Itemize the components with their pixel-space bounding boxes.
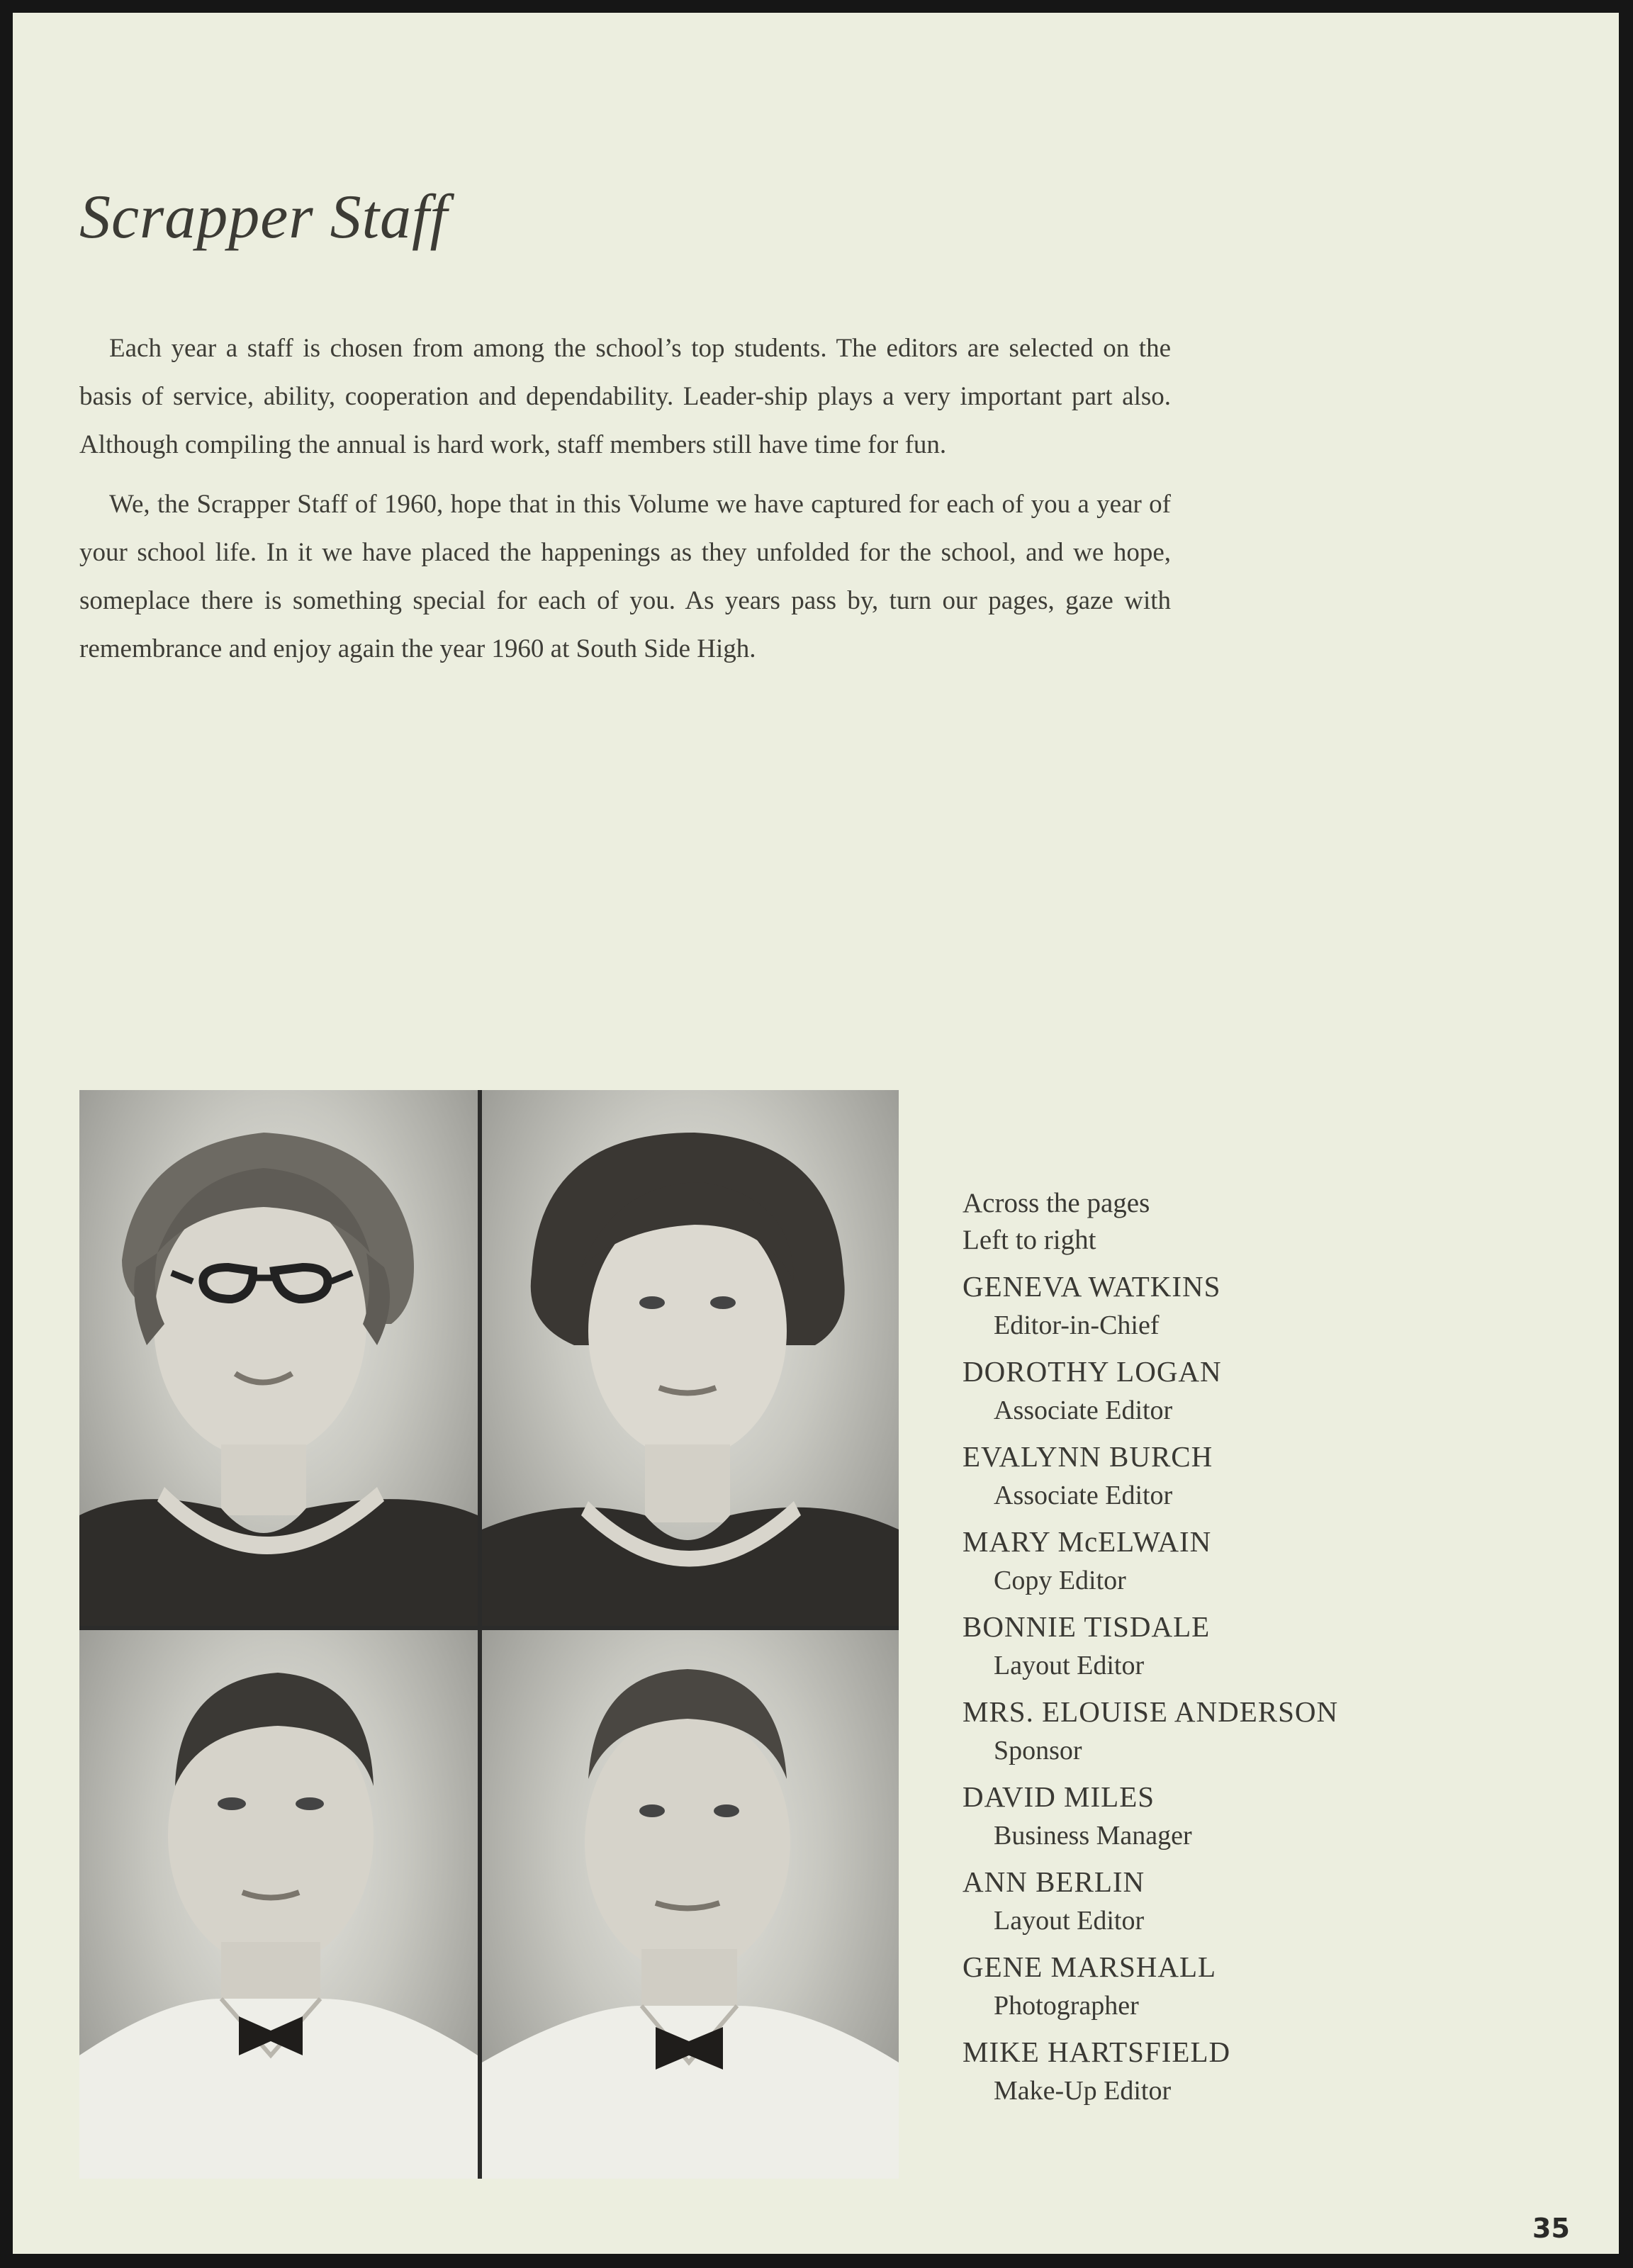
portrait-man-bowtie-icon xyxy=(79,1630,478,2179)
staff-photo-grid xyxy=(79,1090,899,2179)
member-name: DOROTHY LOGAN xyxy=(963,1355,1222,1388)
member-role: Photographer xyxy=(994,1991,1139,2021)
member-role: Sponsor xyxy=(994,1736,1082,1765)
yearbook-page xyxy=(13,13,1619,2254)
member-name: MARY McELWAIN xyxy=(963,1525,1212,1558)
member-name: GENEVA WATKINS xyxy=(963,1270,1221,1303)
roster-entry xyxy=(963,1521,1459,1599)
member-name: EVALYNN BURCH xyxy=(963,1440,1213,1473)
roster-entry xyxy=(963,1266,1459,1344)
portrait-man-bowtie-icon xyxy=(482,1630,899,2179)
member-role: Layout Editor xyxy=(994,1906,1145,1936)
member-role: Associate Editor xyxy=(994,1396,1173,1425)
page-number: 35 xyxy=(1532,2213,1570,2244)
member-role: Layout Editor xyxy=(994,1651,1145,1680)
member-name: BONNIE TISDALE xyxy=(963,1610,1211,1643)
intro-paragraph-1: Each year a staff is chosen from among the school’s top students. The editors are selected on the basis of service, ability, cooperation and dependability. Leader-ship plays a very important part also. Although compiling the annual is hard work, staff members still have time for fun. xyxy=(79,334,1171,459)
member-role: Make-Up Editor xyxy=(994,2076,1172,2106)
member-name: MRS. ELOUISE ANDERSON xyxy=(963,1695,1339,1728)
staff-photo-2 xyxy=(482,1090,899,1626)
roster-entry xyxy=(963,1606,1459,1684)
member-name: ANN BERLIN xyxy=(963,1865,1145,1898)
member-name: MIKE HARTSFIELD xyxy=(963,2036,1231,2068)
roster-entry xyxy=(963,2031,1459,2109)
portrait-woman-icon xyxy=(482,1090,899,1626)
member-role: Copy Editor xyxy=(994,1566,1126,1595)
roster-entry xyxy=(963,1776,1459,1854)
portrait-woman-glasses-icon xyxy=(79,1090,478,1626)
roster-entry xyxy=(963,1691,1459,1769)
page-title: Scrapper Staff xyxy=(79,183,448,252)
member-name: DAVID MILES xyxy=(963,1780,1155,1813)
roster-entry xyxy=(963,1351,1459,1429)
intro-text xyxy=(79,325,1171,685)
member-role: Editor-in-Chief xyxy=(994,1310,1160,1340)
roster-entry xyxy=(963,1436,1459,1514)
roster-entry xyxy=(963,1861,1459,1939)
staff-roster xyxy=(963,1185,1459,2109)
member-role: Business Manager xyxy=(994,1821,1192,1851)
member-name: GENE MARSHALL xyxy=(963,1950,1217,1983)
staff-photo-4 xyxy=(482,1630,899,2179)
roster-entry xyxy=(963,1946,1459,2024)
member-role: Associate Editor xyxy=(994,1481,1173,1510)
intro-paragraph-2: We, the Scrapper Staff of 1960, hope that in this Volume we have captured for each of you a year of your school life. In it we have placed the happenings as they unfolded for the school, and we hope, someplace there is something special for each of you. As years pass by, turn our pages, gaze with remembrance and enjoy again the year 1960 at South Side High. xyxy=(79,490,1171,663)
staff-photo-3 xyxy=(79,1630,478,2179)
roster-heading-line-1: Across the pages xyxy=(963,1188,1150,1218)
staff-photo-1 xyxy=(79,1090,478,1626)
roster-heading-line-2: Left to right xyxy=(963,1225,1096,1255)
